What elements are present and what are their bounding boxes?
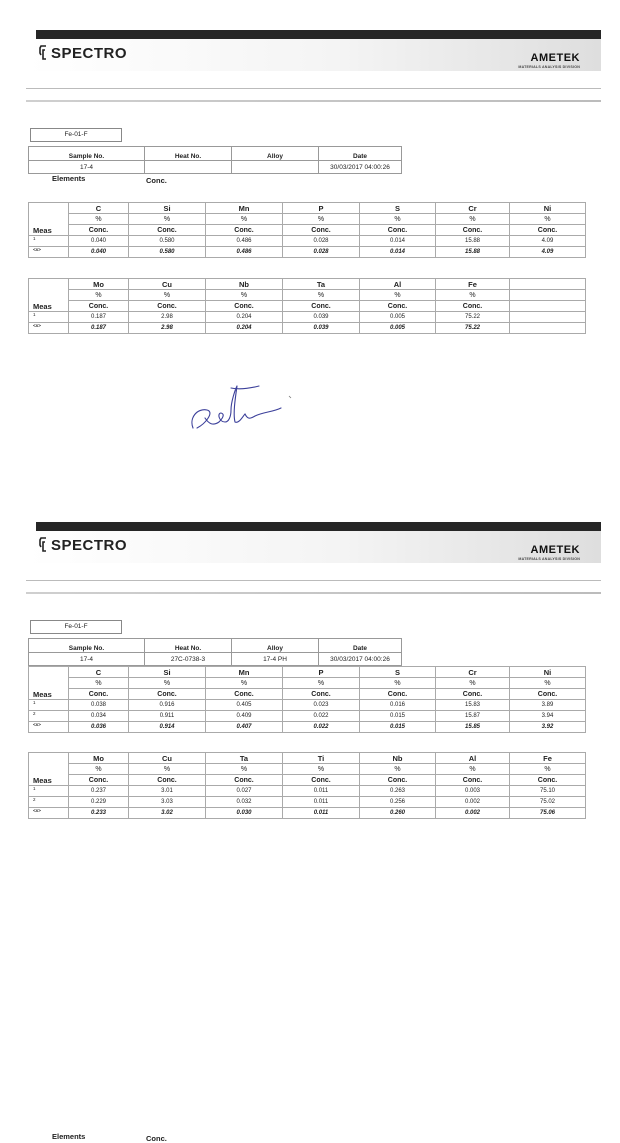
value-cell: 0.911: [129, 711, 206, 722]
value-cell: 0.229: [69, 797, 129, 808]
divider: [26, 580, 601, 581]
value-cell: 0.405: [206, 700, 283, 711]
header-value: 17-4 PH: [232, 653, 319, 666]
value-cell: 15.88: [436, 247, 510, 258]
value-cell: 0.032: [206, 797, 283, 808]
value-cell: 0.022: [283, 722, 360, 733]
table-row: [29, 700, 586, 711]
element-symbol: Mo: [69, 753, 129, 764]
value-cell: 75.10: [510, 786, 586, 797]
value-cell: 3.92: [510, 722, 586, 733]
table-row: [29, 711, 586, 722]
header-label: Sample No.: [29, 639, 145, 653]
header-label: Alloy: [232, 639, 319, 653]
meas-number: 1: [29, 786, 69, 797]
conc-cell: Conc.: [360, 301, 436, 312]
value-cell: 3.01: [129, 786, 206, 797]
unit-cell: [510, 290, 586, 301]
unit-cell: %: [206, 764, 283, 775]
conc-cell: Conc.: [129, 225, 206, 236]
value-cell: 0.237: [69, 786, 129, 797]
value-cell: 0.014: [360, 247, 436, 258]
conc-cell: Conc.: [129, 775, 206, 786]
unit-cell: %: [283, 214, 360, 225]
conc-cell: Conc.: [129, 301, 206, 312]
element-symbol: S: [360, 667, 436, 678]
spectro-logo-text: SPECTRO: [51, 44, 128, 62]
conc-cell: Conc.: [206, 301, 283, 312]
value-cell: 75.22: [436, 312, 510, 323]
unit-cell: %: [69, 290, 129, 301]
conc-cell: Conc.: [360, 225, 436, 236]
value-cell: 0.002: [436, 808, 510, 819]
unit-cell: %: [69, 214, 129, 225]
conc-cell: Conc.: [360, 775, 436, 786]
table-row: [29, 312, 586, 323]
unit-cell: %: [510, 678, 586, 689]
value-cell: 15.83: [436, 700, 510, 711]
unit-cell: %: [510, 764, 586, 775]
header-value: 17-4: [29, 161, 145, 174]
conc-cell: Conc.: [206, 689, 283, 700]
conc-cell: Conc.: [206, 775, 283, 786]
value-cell: 3.03: [129, 797, 206, 808]
conc-cell: Conc.: [69, 775, 129, 786]
ametek-logo: [518, 52, 580, 69]
meas-number: <x>: [29, 722, 69, 733]
value-cell: 75.22: [436, 323, 510, 334]
table-row: [29, 236, 586, 247]
header-bar: [36, 522, 601, 531]
element-symbol: Mn: [206, 203, 283, 214]
value-cell: 0.011: [283, 786, 360, 797]
spectro-mark-icon: [38, 536, 48, 554]
element-symbol: Cr: [436, 667, 510, 678]
header-bar: [36, 30, 601, 39]
conc-cell: Conc.: [510, 225, 586, 236]
value-cell: 0.204: [206, 312, 283, 323]
conc-cell: Conc.: [283, 689, 360, 700]
element-symbol: Cu: [129, 279, 206, 290]
conc-cell: Conc.: [206, 225, 283, 236]
element-table: [28, 278, 586, 334]
conc-cell: Conc.: [129, 689, 206, 700]
conc-label: Conc.: [146, 1134, 167, 1143]
element-symbol: Fe: [436, 279, 510, 290]
meas-number: 2: [29, 797, 69, 808]
value-cell: 0.005: [360, 323, 436, 334]
ametek-name: AMETEK: [530, 544, 580, 556]
meas-number: 1: [29, 312, 69, 323]
unit-cell: %: [360, 214, 436, 225]
value-cell: 0.014: [360, 236, 436, 247]
conc-cell: Conc.: [69, 225, 129, 236]
element-symbol: Al: [436, 753, 510, 764]
unit-cell: %: [129, 764, 206, 775]
value-cell: 0.036: [69, 722, 129, 733]
value-cell: 2.98: [129, 323, 206, 334]
element-symbol: Cr: [436, 203, 510, 214]
element-symbol: Si: [129, 667, 206, 678]
value-cell: 0.486: [206, 236, 283, 247]
value-cell: 2.98: [129, 312, 206, 323]
divider: [26, 592, 601, 594]
divider: [26, 88, 601, 89]
conc-label: Conc.: [146, 176, 167, 185]
value-cell: 0.016: [360, 700, 436, 711]
unit-cell: %: [69, 764, 129, 775]
average-row: [29, 323, 586, 334]
value-cell: 15.85: [436, 722, 510, 733]
value-cell: 0.030: [206, 808, 283, 819]
divider: [26, 100, 601, 102]
value-cell: 0.580: [129, 236, 206, 247]
header-value: 17-4: [29, 653, 145, 666]
conc-cell: Conc.: [69, 301, 129, 312]
value-cell: 0.040: [69, 236, 129, 247]
element-symbol: C: [69, 203, 129, 214]
value-cell: 3.94: [510, 711, 586, 722]
meas-number: 1: [29, 700, 69, 711]
value-cell: 0.038: [69, 700, 129, 711]
value-cell: 0.011: [283, 797, 360, 808]
spectro-mark-icon: [38, 44, 48, 62]
elements-label: Elements: [52, 174, 86, 183]
unit-cell: %: [436, 214, 510, 225]
value-cell: 0.580: [129, 247, 206, 258]
meas-label: Meas: [29, 753, 69, 786]
unit-cell: %: [129, 678, 206, 689]
average-row: [29, 247, 586, 258]
value-cell: 75.02: [510, 797, 586, 808]
conc-cell: Conc.: [283, 225, 360, 236]
element-symbol: C: [69, 667, 129, 678]
conc-cell: Conc.: [360, 689, 436, 700]
value-cell: 0.263: [360, 786, 436, 797]
conc-cell: Conc.: [510, 689, 586, 700]
spectro-logo-text: SPECTRO: [51, 536, 128, 554]
value-cell: 0.260: [360, 808, 436, 819]
meas-label: Meas: [29, 667, 69, 700]
element-symbol: [510, 279, 586, 290]
conc-cell: Conc.: [510, 775, 586, 786]
unit-cell: %: [436, 678, 510, 689]
material-code: Fe-01-F: [30, 128, 122, 142]
element-symbol: Nb: [206, 279, 283, 290]
value-cell: [510, 323, 586, 334]
value-cell: 3.02: [129, 808, 206, 819]
material-code: Fe-01-F: [30, 620, 122, 634]
header-label: Heat No.: [145, 147, 232, 161]
conc-cell: Conc.: [283, 301, 360, 312]
meas-number: 1: [29, 236, 69, 247]
header-value: 30/03/2017 04:00:26: [319, 161, 402, 174]
value-cell: 0.028: [283, 247, 360, 258]
average-row: [29, 722, 586, 733]
element-symbol: Ta: [283, 279, 360, 290]
element-symbol: Mn: [206, 667, 283, 678]
unit-cell: %: [206, 214, 283, 225]
meas-number: <x>: [29, 247, 69, 258]
unit-cell: %: [510, 214, 586, 225]
element-symbol: Mo: [69, 279, 129, 290]
value-cell: 0.015: [360, 711, 436, 722]
value-cell: 0.027: [206, 786, 283, 797]
unit-cell: %: [129, 290, 206, 301]
value-cell: 0.187: [69, 312, 129, 323]
meas-number: 2: [29, 711, 69, 722]
element-symbol: Al: [360, 279, 436, 290]
conc-cell: Conc.: [436, 689, 510, 700]
value-cell: 15.87: [436, 711, 510, 722]
value-cell: 0.003: [436, 786, 510, 797]
unit-cell: %: [360, 678, 436, 689]
conc-cell: Conc.: [69, 689, 129, 700]
element-table: [28, 202, 586, 258]
element-symbol: Si: [129, 203, 206, 214]
value-cell: 0.028: [283, 236, 360, 247]
conc-cell: Conc.: [283, 775, 360, 786]
meas-number: <x>: [29, 808, 69, 819]
unit-cell: %: [206, 678, 283, 689]
table-row: [29, 786, 586, 797]
header-value: 30/03/2017 04:00:26: [319, 653, 402, 666]
value-cell: 0.015: [360, 722, 436, 733]
average-row: [29, 808, 586, 819]
value-cell: 0.409: [206, 711, 283, 722]
unit-cell: %: [283, 290, 360, 301]
element-symbol: Ti: [283, 753, 360, 764]
value-cell: 0.039: [283, 323, 360, 334]
sample-header-table: [28, 638, 402, 666]
value-cell: 15.88: [436, 236, 510, 247]
value-cell: 0.233: [69, 808, 129, 819]
unit-cell: %: [436, 290, 510, 301]
ametek-logo: [518, 544, 580, 561]
spectro-logo: [38, 44, 127, 62]
ametek-division: MATERIALS ANALYSIS DIVISION: [518, 65, 580, 69]
header-label: Sample No.: [29, 147, 145, 161]
meas-label: Meas: [29, 279, 69, 312]
unit-cell: %: [436, 764, 510, 775]
unit-cell: %: [206, 290, 283, 301]
value-cell: 0.039: [283, 312, 360, 323]
header-value: [232, 161, 319, 174]
element-symbol: Ni: [510, 203, 586, 214]
sample-header-table: [28, 146, 402, 174]
unit-cell: %: [283, 678, 360, 689]
value-cell: 4.09: [510, 247, 586, 258]
element-symbol: P: [283, 203, 360, 214]
spectro-logo: [38, 536, 127, 554]
value-cell: 0.187: [69, 323, 129, 334]
element-table: [28, 752, 586, 819]
header-value: [145, 161, 232, 174]
meas-number: <x>: [29, 323, 69, 334]
value-cell: 0.040: [69, 247, 129, 258]
element-table: [28, 666, 586, 733]
conc-cell: [510, 301, 586, 312]
conc-cell: Conc.: [436, 301, 510, 312]
value-cell: 0.023: [283, 700, 360, 711]
element-symbol: Nb: [360, 753, 436, 764]
value-cell: 75.06: [510, 808, 586, 819]
ametek-division: MATERIALS ANALYSIS DIVISION: [518, 557, 580, 561]
value-cell: 0.256: [360, 797, 436, 808]
value-cell: [510, 312, 586, 323]
header-label: Date: [319, 639, 402, 653]
value-cell: 4.09: [510, 236, 586, 247]
header-label: Heat No.: [145, 639, 232, 653]
value-cell: 0.022: [283, 711, 360, 722]
value-cell: 3.89: [510, 700, 586, 711]
element-symbol: S: [360, 203, 436, 214]
value-cell: 0.916: [129, 700, 206, 711]
elements-label: Elements: [52, 1132, 86, 1141]
element-symbol: Cu: [129, 753, 206, 764]
value-cell: 0.914: [129, 722, 206, 733]
value-cell: 0.486: [206, 247, 283, 258]
unit-cell: %: [360, 290, 436, 301]
header-label: Date: [319, 147, 402, 161]
value-cell: 0.011: [283, 808, 360, 819]
unit-cell: %: [69, 678, 129, 689]
conc-cell: Conc.: [436, 225, 510, 236]
table-row: [29, 797, 586, 808]
element-symbol: Fe: [510, 753, 586, 764]
value-cell: 0.002: [436, 797, 510, 808]
element-symbol: Ni: [510, 667, 586, 678]
signature-drawing: [185, 380, 295, 440]
value-cell: 0.407: [206, 722, 283, 733]
value-cell: 0.005: [360, 312, 436, 323]
value-cell: 0.204: [206, 323, 283, 334]
ametek-name: AMETEK: [530, 52, 580, 64]
unit-cell: %: [283, 764, 360, 775]
value-cell: 0.034: [69, 711, 129, 722]
meas-label: Meas: [29, 203, 69, 236]
element-symbol: Ta: [206, 753, 283, 764]
header-value: 27C-0738-3: [145, 653, 232, 666]
unit-cell: %: [129, 214, 206, 225]
unit-cell: %: [360, 764, 436, 775]
conc-cell: Conc.: [436, 775, 510, 786]
header-label: Alloy: [232, 147, 319, 161]
element-symbol: P: [283, 667, 360, 678]
